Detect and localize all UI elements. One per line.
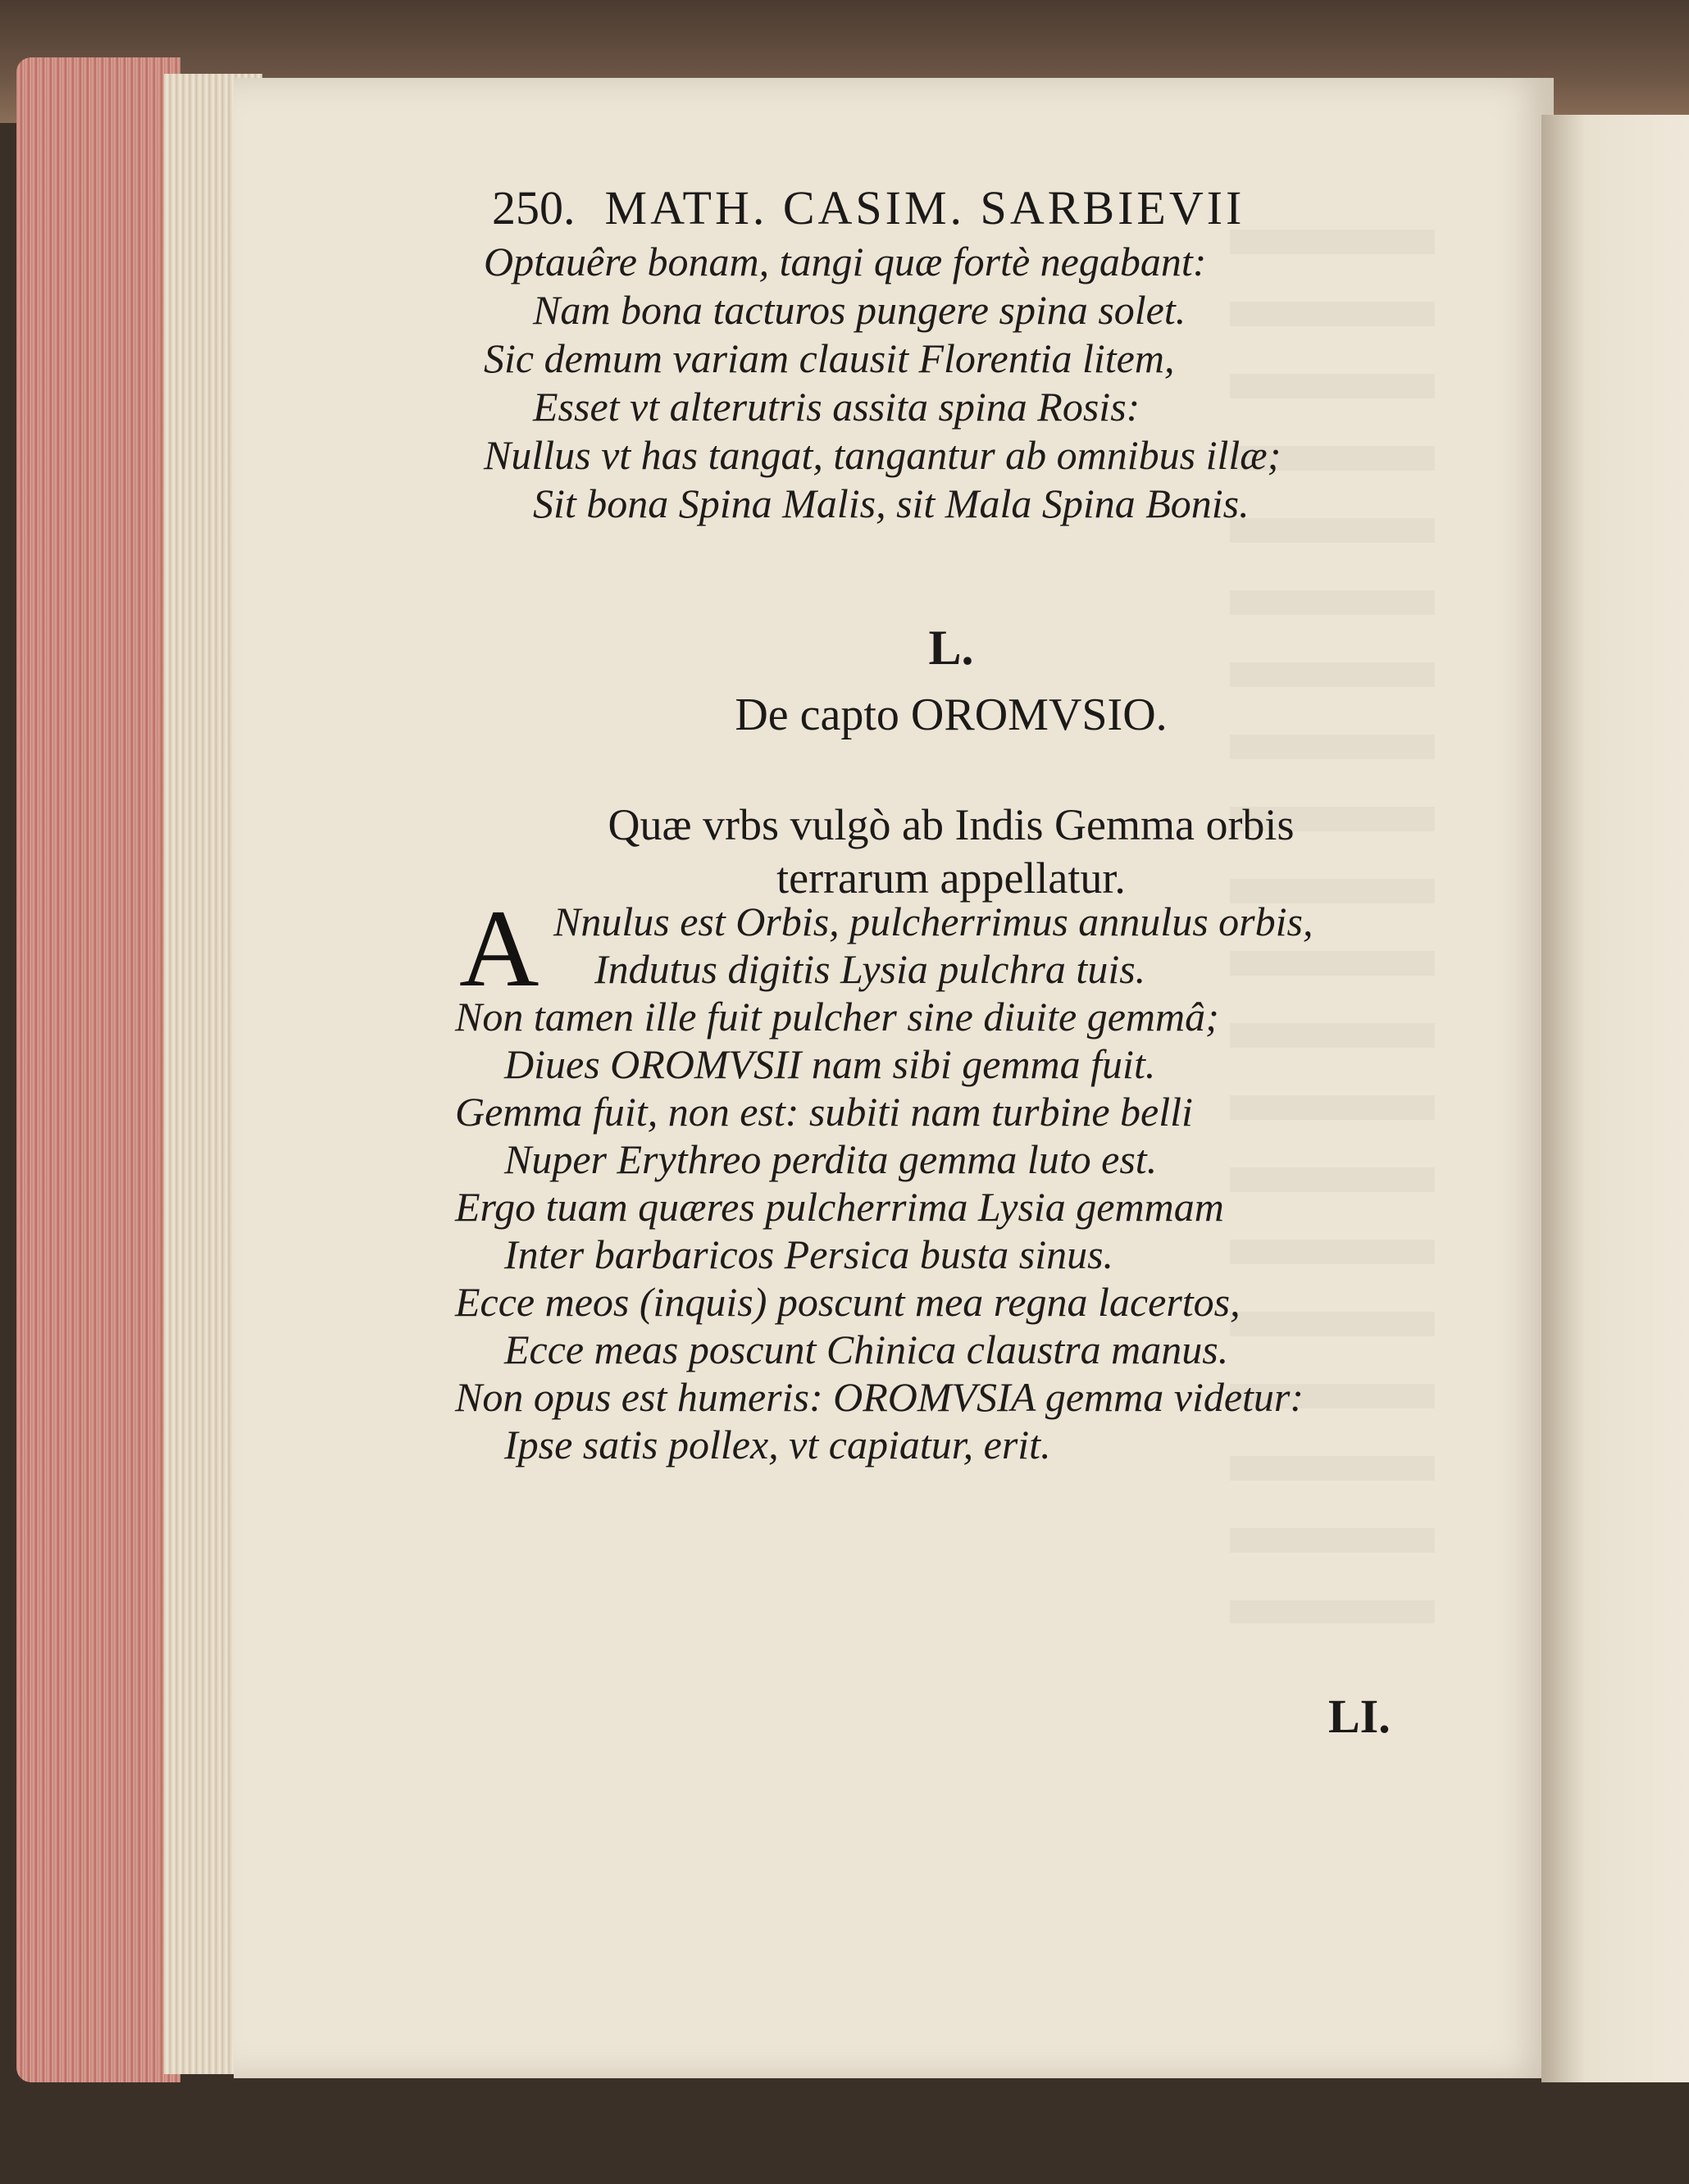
poem-line: Ipse satis pollex, vt capiatur, erit. xyxy=(504,1422,1051,1467)
poem-line: Inter barbaricos Persica busta sinus. xyxy=(504,1231,1114,1277)
running-head-title: MATH. CASIM. SARBIEVII xyxy=(604,181,1245,234)
verse-line: Nullus vt has tangat, tangantur ab omnibus illæ; xyxy=(484,432,1282,478)
poem-line: Ergo tuam quæres pulcherrima Lysia gemmam xyxy=(455,1184,1224,1230)
verse-line: Nam bona tacturos pungere spina solet. xyxy=(533,287,1186,333)
verse-line: Esset vt alterutris assita spina Rosis: xyxy=(533,384,1140,430)
catchword: LI. xyxy=(1328,1690,1391,1743)
section-title: De capto OROMVSIO. xyxy=(735,689,1168,740)
poem-body xyxy=(455,898,1423,1468)
poem-line: Diues OROMVSII nam sibi gemma fuit. xyxy=(504,1041,1156,1087)
verse-line: Optauêre bonam, tangi quæ fortè negabant: xyxy=(484,239,1207,284)
section-subtitle-line-1: Quæ vrbs vulgò ab Indis Gemma orbis xyxy=(608,800,1295,849)
poem-line: Ecce meos (inquis) poscunt mea regna lacertos, xyxy=(455,1279,1241,1325)
poem-line: Ecce meas poscunt Chinica claustra manus. xyxy=(504,1326,1229,1372)
verse-line: Sic demum variam clausit Florentia litem, xyxy=(484,335,1175,381)
poem-line: Non tamen ille fuit pulcher sine diuite gemmâ; xyxy=(455,994,1219,1040)
verse-line: Sit bona Spina Malis, sit Mala Spina Bonis. xyxy=(533,480,1250,526)
poem-line: Indutus digitis Lysia pulchra tuis. xyxy=(594,946,1146,992)
poem-line: Nuper Erythreo perdita gemma luto est. xyxy=(504,1136,1158,1182)
drop-cap: A xyxy=(459,888,539,1010)
poem-line: Gemma fuit, non est: subiti nam turbine belli xyxy=(455,1089,1193,1135)
page-number: 250. xyxy=(492,181,576,234)
continued-verse xyxy=(484,238,1410,528)
page-edges-left xyxy=(16,57,180,2082)
poem-line: Nnulus est Orbis, pulcherrimus annulus orbis, xyxy=(553,899,1313,944)
poem-line: Non opus est humeris: OROMVSIA gemma videtur: xyxy=(455,1374,1304,1420)
section-numeral: L. xyxy=(928,621,974,675)
running-head xyxy=(492,180,1361,238)
section-subtitle-line-2: terrarum appellatur. xyxy=(776,853,1126,903)
facing-page-edge xyxy=(1541,115,1689,2082)
